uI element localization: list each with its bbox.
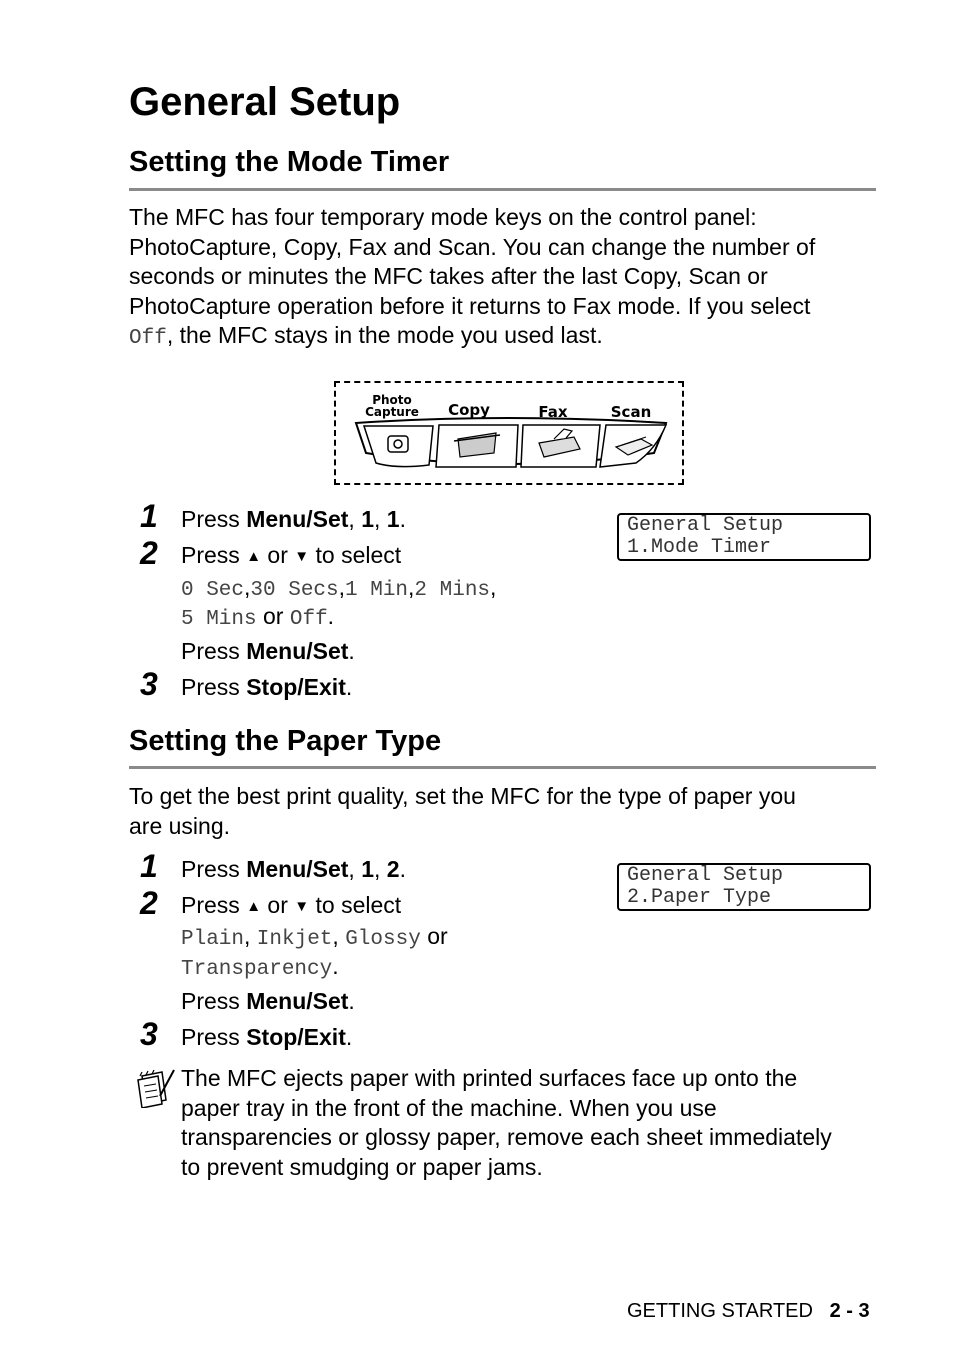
digit-key: 2 [386,856,400,882]
stop-exit-key: Stop/Exit [246,1024,346,1050]
lcd-line: 2.Paper Type [627,886,772,909]
step-number: 1 [140,498,158,534]
step-2-options [181,573,496,605]
option-code: 0 Sec [181,579,245,602]
step-3-text [181,1023,352,1052]
lcd-line: General Setup [627,514,784,537]
menu-set-key: Menu/Set [246,988,349,1014]
step-2-text [181,541,401,573]
option-code: 30 Secs [250,579,339,602]
mode-keys-panel [336,383,682,483]
option-code: Plain [181,928,245,951]
period: . [345,674,353,700]
note-line: transparencies or glossy paper, remove each sheet immediately [181,1124,832,1150]
photo-capture-label-1: Photo [372,393,412,407]
digit-key: 1 [386,506,400,532]
note-text [181,1064,881,1182]
separator: , [338,574,346,600]
period: . [327,603,335,629]
copy-key[interactable] [436,425,518,467]
period: . [399,856,406,882]
step-number: 1 [140,848,158,884]
step-2-text [181,891,401,923]
note-line: to prevent smudging or paper jams. [181,1153,543,1180]
step-2-options [181,922,448,954]
page-footer [627,1300,870,1323]
step-1-text [181,855,406,884]
step-text: Press [181,856,247,882]
section-heading-mode-timer: Setting the Mode Timer [129,146,450,178]
camera-icon [388,436,408,452]
step-text: Press [181,988,247,1014]
step-text: Press [181,674,247,700]
step-text: Press [181,542,247,568]
separator: , [490,574,497,600]
fax-label: Fax [538,403,568,421]
off-code: Off [129,327,167,350]
up-arrow-icon: ▲ [246,548,262,565]
separator: , [374,506,387,532]
menu-set-key: Menu/Set [246,506,349,532]
intro-line: seconds or minutes the MFC takes after the last Copy, Scan or [129,263,768,289]
photo-capture-key[interactable] [364,426,433,467]
digit-key: 1 [361,506,374,532]
lcd-display-mode-timer [617,513,871,561]
step-2b-text [181,987,355,1016]
note-pad-icon [136,1066,176,1108]
fax-key[interactable] [521,425,600,467]
period: . [332,953,339,979]
step-number: 2 [140,885,158,921]
paper-type-intro [129,782,879,841]
separator: , [348,506,362,532]
menu-set-key: Menu/Set [246,856,349,882]
separator: , [244,574,251,600]
separator: , [348,856,362,882]
digit-key: 1 [361,856,374,882]
separator: , [244,923,257,949]
option-code: Off [289,608,328,631]
section-rule [129,188,876,191]
intro-line: To get the best print quality, set the MFC for the type of paper you [129,783,796,809]
separator: , [408,574,415,600]
step-number: 3 [140,1016,158,1052]
step-number: 2 [140,535,158,571]
mode-timer-intro [129,203,879,354]
step-1-text [181,505,406,534]
scan-label: Scan [610,403,652,421]
copy-label: Copy [448,401,490,419]
option-code: 2 Mins [414,579,491,602]
intro-line-rest: , the MFC stays in the mode you used last. [166,322,603,348]
section-rule [129,766,876,769]
option-code: Inkjet [256,928,333,951]
step-text: or [420,923,448,949]
period: . [345,1024,353,1050]
footer-section: GETTING STARTED [627,1300,813,1322]
step-text: Press [181,892,247,918]
option-code: 5 Mins [181,608,257,631]
step-text: Press [181,638,247,664]
intro-line: PhotoCapture, Copy, Fax and Scan. You can change the number of [129,233,816,260]
step-2-options-cont [181,602,334,634]
separator: , [332,923,346,949]
lcd-display-paper-type [617,863,871,911]
stop-exit-key: Stop/Exit [246,674,346,700]
note-line: paper tray in the front of the machine. When you use [181,1094,717,1121]
period: . [399,506,406,532]
period: . [348,988,355,1014]
down-arrow-icon: ▼ [294,548,310,565]
section-heading-paper-type: Setting the Paper Type [129,725,442,757]
menu-set-key: Menu/Set [246,638,349,664]
step-text: Press [181,1024,247,1050]
mode-keys-illustration [334,381,684,485]
option-code: 1 Min [345,579,409,602]
step-text: to select [309,542,402,568]
intro-line: PhotoCapture operation before it returns to Fax mode. If you select [129,292,811,319]
option-code: Glossy [345,928,421,951]
page-number: 2 - 3 [829,1300,870,1322]
page-title: General Setup [129,80,401,124]
step-2-options-cont [181,952,339,984]
intro-line [129,321,879,354]
step-text: or [261,542,295,568]
note-line: The MFC ejects paper with printed surfaces face up onto the [181,1065,798,1091]
step-text: Press [181,506,247,532]
lcd-line: General Setup [627,864,784,887]
intro-line: The MFC has four temporary mode keys on the control panel: [129,204,757,230]
option-code: Transparency [181,958,333,981]
step-3-text [181,673,352,702]
up-arrow-icon: ▲ [246,898,262,915]
intro-line: are using. [129,812,231,839]
step-text: or [256,603,290,629]
step-2b-text [181,637,355,666]
step-number: 3 [140,666,158,702]
separator: , [374,856,387,882]
period: . [348,638,355,664]
step-text: or [261,892,295,918]
lcd-line: 1.Mode Timer [627,536,772,559]
step-text: to select [309,892,402,918]
down-arrow-icon: ▼ [294,898,310,915]
photo-capture-label-2: Capture [365,405,419,419]
